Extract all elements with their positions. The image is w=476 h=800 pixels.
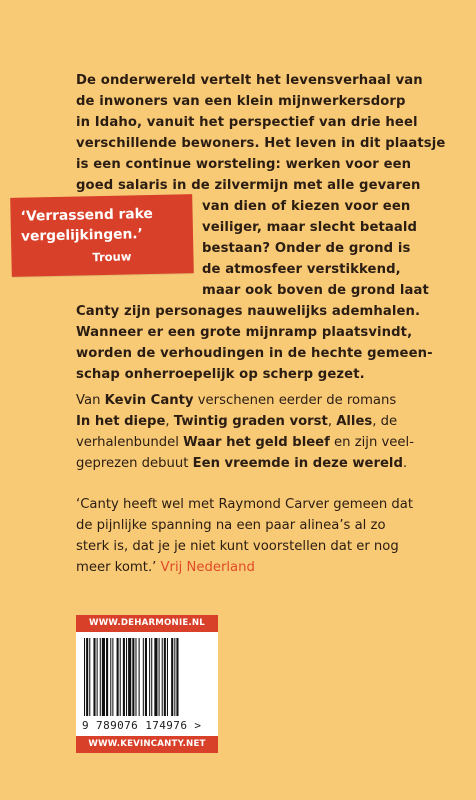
sticker-source: Trouw bbox=[92, 249, 132, 265]
barcode-bar bbox=[145, 638, 147, 716]
author-bibliography bbox=[76, 390, 436, 474]
barcode-bar bbox=[97, 638, 98, 716]
review-line bbox=[76, 557, 446, 578]
sticker-quote: ‘Verrassend rake vergelijkingen.’ bbox=[20, 205, 153, 245]
synopsis-line: is een continue worsteling: werken voor een bbox=[76, 157, 412, 172]
barcode-bar bbox=[112, 638, 113, 716]
barcode-bar bbox=[117, 638, 119, 716]
barcode-bar bbox=[102, 638, 105, 716]
barcode-bar bbox=[123, 638, 125, 716]
barcode-box bbox=[76, 632, 218, 736]
synopsis-line: van dien of kiezen voor een bbox=[202, 199, 411, 214]
review-source: Vrij Nederland bbox=[160, 560, 255, 575]
synopsis-line: worden de verhoudingen in de hechte gemeen- bbox=[76, 346, 433, 361]
author-name: Kevin Canty bbox=[104, 393, 194, 408]
barcode-bar bbox=[86, 638, 88, 716]
bibliography-line bbox=[76, 432, 436, 453]
synopsis-line: de inwoners van een klein mijnwerkersdorp bbox=[76, 94, 406, 109]
book-title: De onderwereld bbox=[76, 73, 196, 88]
bibliography-text: geprezen debuut bbox=[76, 456, 193, 471]
review-line: ‘Canty heeft wel met Raymond Carver gemeen dat bbox=[76, 497, 414, 512]
bibliography-text: verschenen eerder de romans bbox=[193, 393, 397, 408]
barcode-bar bbox=[162, 638, 163, 716]
review-quote bbox=[76, 494, 446, 578]
review-text: meer komt.’ bbox=[76, 560, 161, 575]
barcode-bar bbox=[110, 638, 111, 716]
synopsis-line: Canty zijn personages nauwelijks ademhalen. bbox=[76, 304, 421, 319]
synopsis-line: schap onherroepelijk op scherp gezet. bbox=[76, 367, 365, 382]
bibliography-text: en zijn veel- bbox=[329, 435, 414, 450]
bibliography-text: , de bbox=[372, 414, 398, 429]
barcode-panel bbox=[76, 615, 218, 755]
review-sticker bbox=[10, 194, 194, 277]
barcode-bar bbox=[100, 638, 101, 716]
bibliography-line bbox=[76, 411, 436, 432]
barcode-bar bbox=[176, 638, 178, 716]
barcode-bar bbox=[132, 638, 134, 716]
synopsis-line: verschillende bewoners. Het leven in dit plaatsje bbox=[76, 136, 446, 151]
barcode-bar bbox=[154, 638, 157, 716]
barcode-bar bbox=[139, 638, 140, 716]
barcode-bar bbox=[120, 638, 121, 716]
synopsis-line: de atmosfeer verstikkend, bbox=[202, 262, 401, 277]
separator: , bbox=[327, 414, 337, 429]
barcode-bar bbox=[149, 638, 150, 716]
barcode-bar bbox=[93, 638, 95, 716]
synopsis-line: goed salaris in de zilvermijn met alle gevaren bbox=[76, 178, 421, 193]
author-url[interactable]: WWW.KEVINCANTY.NET bbox=[76, 736, 218, 753]
isbn-number: 9 789076 174976 > bbox=[82, 719, 202, 732]
book-title: Een vreemde in deze wereld bbox=[192, 456, 403, 471]
bibliography-text: . bbox=[402, 456, 408, 471]
book-title: Twintig graden vorst bbox=[173, 414, 328, 429]
barcode-bar bbox=[106, 638, 108, 716]
bibliography-text: verhalenbundel bbox=[76, 435, 184, 450]
bibliography-text: Van bbox=[76, 393, 105, 408]
synopsis-line: Wanneer er een grote mijnramp plaatsvindt, bbox=[76, 325, 413, 340]
synopsis-line: in Idaho, vanuit het perspectief van drie heel bbox=[76, 115, 418, 130]
barcode-bar bbox=[164, 638, 166, 716]
barcode-bar bbox=[171, 638, 173, 716]
book-title: In het diepe bbox=[76, 414, 166, 429]
barcode-bar bbox=[174, 638, 175, 716]
bibliography-line bbox=[76, 453, 436, 474]
synopsis-line: bestaan? Onder de grond is bbox=[202, 241, 411, 256]
publisher-url[interactable]: WWW.DEHARMONIE.NL bbox=[76, 615, 218, 632]
barcode-bar bbox=[84, 638, 85, 716]
barcode-bar bbox=[151, 638, 152, 716]
review-line: sterk is, dat je je niet kunt voorstellen dat er nog bbox=[76, 539, 399, 554]
barcode-bar bbox=[167, 638, 168, 716]
bibliography-line bbox=[76, 390, 436, 411]
barcode-bar bbox=[135, 638, 136, 716]
barcode-bar bbox=[89, 638, 90, 716]
barcode-bar bbox=[159, 638, 160, 716]
book-title: Alles bbox=[336, 414, 373, 429]
synopsis-line: maar ook boven de grond laat bbox=[202, 283, 429, 298]
synopsis-text: vertelt het levensverhaal van bbox=[195, 73, 423, 88]
synopsis-line bbox=[76, 70, 426, 91]
barcode-bar bbox=[128, 638, 131, 716]
book-title: Waar het geld bleef bbox=[183, 435, 330, 450]
barcode-bar bbox=[126, 638, 127, 716]
synopsis-line: veiliger, maar slecht betaald bbox=[202, 220, 418, 235]
review-line: de pijnlijke spanning na een paar alinea’s al zo bbox=[76, 518, 386, 533]
separator: , bbox=[165, 414, 174, 429]
barcode-bar bbox=[143, 638, 144, 716]
